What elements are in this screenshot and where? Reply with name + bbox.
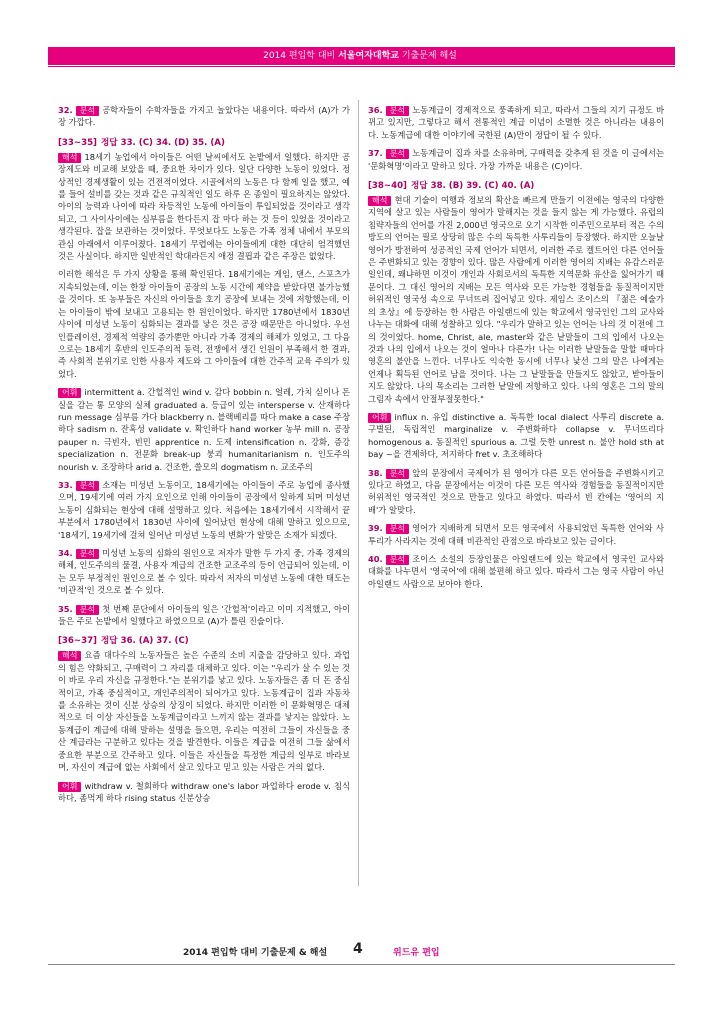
section-36-37-header: [36~37] 정답 36. (A) 37. (C)	[58, 636, 189, 647]
header-year: 2014	[263, 51, 287, 61]
vocab-tag: 어휘	[58, 388, 81, 398]
header-school: 서울여자대학교	[338, 51, 399, 61]
footer	[48, 941, 675, 961]
page-number: 4	[353, 941, 363, 957]
analysis-38-40: 해석 현대 기술이 여행과 정보의 확산을 빠르게 만들기 이전에는 영국의 다양한 지역에 살고 있는 사람들이 영어가 말해지는 것을 들지 않는 게 가능했다. 유럽의 침략자들의 언어를 가진 2,000년 영국으로 오기 시작한 이주민으로부터 적은 수의 방도의 언어는 필로 상당히 많은 수의 독특한 사투리들이 등장했다. 하지만 오늘날 영어가 방전하여 성공적인 국제 언어가 되면서, 이러한 주로 켈트어인 다른 언어들은 주변화되고 있는 경향이 있다. 많은 사람에게 이러한 영어의 지배는 유감스러운 일인데, 왜냐하면 이것이 개인과 사회로서의 독특한 지역문화 유산을 잃어가기 때문이다. 그 대신 영어의 지배는 모든 역사와 모든 가능한 경험들을 동질적이지만 허위적인 영국성 속으로 무너뜨려 집어넣고 있다. 제임스 조이스의 『젊은 예술가의 초상』에 등장하는 한 사람은 아일랜드에 있는 학교에서 영국인인 그의 교사와 나누는 대화에 대해 성찰하고 있다. "우리가 말하고 있는 언어는 나의 것 이전에 그의 것이었다. home, Christ, ale, master와 같은 낱말들이 그의 입에서 나오는 것과 나의 입에서 나오는 것이 얼마나 다른가! 나는 이러한 낱말들을 말할 때마다 영혼의 불안을 느낀다. 너무나도 익숙한 동시에 너무나 낯선 그의 말은 나에게는 언제나 획득된 언어로 남을 것이다. 나는 그 낱말들을 만들지도 않았고, 받아들이지도 않았다. 나의 목소리는 그러한 낱말에 저항하고 있다. 나의 영혼은 그의 말의 그림자 속에서 안절부절못한다."	[368, 195, 664, 404]
section-38-40-header: [38~40] 정답 38. (B) 39. (C) 40. (A)	[368, 181, 535, 192]
analysis-33-35-cont: 이러한 해석은 두 가지 상황을 통해 확인된다. 18세기에는 게임, 댄스, 스포츠가 지속되었는데, 이는 한창 아이들이 공장의 노동 시간에 제약을 받았다면 불가능했을 것이다. 또 농부들은 자신의 아이들을 호기 공장에 보내는 것에 저항했는데, 이는 아이들이 밖에 보내고 고용되는 한 원인이었다. 하지만 1780년에서 1830년 사이에 미성년 노동이 심화되는 결과를 낳은 것은 공장 때문만은 아니었다. 우선 인플레이션, 경제적 역량의 증가뿐만 아니라 가족 경제의 해체가 있었고, 그 다음으로는 18세기 후반의 인도주의적 동력, 전쟁에서 생긴 인원이 부족해서 한 결과, 즉 사회적 분위기로 인한 사용자 제도와 그 아이들에 대한 간주적 교육 주의가 있었다.	[58, 269, 350, 379]
explain-tag: 분석	[76, 106, 99, 116]
q36-block: 36. 분석 노동계급이 경제적으로 풍족하게 되고, 따라서 그들의 지기 규정도 바뀌고 있지만, 그렇다고 해서 전통적인 계급 이념이 소멸한 것은 아니라는 내용이다. 노동계급에 대한 이야기에 국한된 (A)만이 정답이 될 수 있다.	[368, 105, 664, 140]
q33-block: 33. 분석 소재는 미성년 노동이고, 18세기에는 아이들이 주로 농업에 종사했으며, 19세기에 여러 가지 요인으로 인해 아이들이 공장에서 일하게 되며 미성년 노동이 심화되는 현상에 대해 설명하고 있다. 처음에는 18세기에서 시작해서 끝부분에서 1780년에서 1830년 사이에 일어났던 현상에 대해 말하고 있으므로, '18세기, 19세기에 걸쳐 일어난 미성년 노동의 변화'가 알맞은 소재가 되겠다.	[58, 479, 350, 540]
q32-block: 32. 분석 공학자들이 수학자들을 가지고 놀았다는 내용이다. 따라서 (A)가 가장 가깝다.	[58, 105, 350, 128]
q40-block: 40. 분석 조이스 소설의 등장인물은 아일랜드에 있는 학교에서 영국인 교사와 대화를 나누면서 '영국어'에 대해 불편해 하고 있다. 따라서 그는 영국 사람이 아닌 아일랜드 사람으로 보아야 한다.	[368, 554, 664, 589]
header-title	[0, 52, 720, 61]
column-divider	[358, 100, 359, 886]
vocab-36-37: 어휘 withdraw v. 철회하다 withdraw one's labor 파업하다 erode v. 침식하다, 좀먹게 하다 rising status 신분상승	[58, 780, 350, 803]
footer-rule	[48, 964, 675, 965]
footer-book-title: 2014 편입학 대비 기출문제 & 해설	[183, 948, 328, 958]
q34-block: 34. 분석 미성년 노동의 심화의 원인으로 저자가 말한 두 가지 중, 가족 경제의 해체, 인도주의의 물결, 사용자 계급의 건조한 교조주의 등이 언급되어 있는데, 이는 모두 부정적인 원인으로 볼 수 있다. 따라서 저자의 미성년 노동에 대한 태도는 '비관적'인 것으로 볼 수 있다.	[58, 548, 350, 596]
footer-brand: 위드유 편입	[393, 948, 440, 958]
header-suffix: 기출문제 해설	[401, 51, 457, 61]
analysis-36-37: 해석 요즘 대다수의 노동자들은 높은 수준의 소비 지출을 감당하고 있다. 과업의 힘은 약화되고, 구매력이 그 자리를 대체하고 있다. 이는 "우리가 살 수 있는 것이 바로 우리 자신을 규정한다."는 분위기를 낳고 있다. 노동자들은 좀 더 돈 중심적이고, 가족 중심적이고, 개인주의적이 되어가고 있다. 노동계급이 집과 자동차를 소유하는 것이 신분 상승의 상징이 되었다. 하지만 이러한 이 문화혁명은 대체적으로 더 이상 자신들을 노동계급이라고 느끼지 않는 결과를 낳지는 않았다. 노동계급이 계급에 대해 말하는 설명을 들으면, 우리는 여전히 그들이 자신들을 중산 계급라는 구분하고 있다는 것을 발견한다. 이들은 계급을 여전히 그들 삶에서 중요한 부분으로 간주하고 있다. 이들은 자신들을 특정한 계급의 일부로 바라보며, 자신이 계급에 없는 사회에서 살고 있다고 믿고 있는 사람은 거의 없다.	[58, 650, 350, 773]
header-prefix: 편입학 대비	[288, 51, 336, 61]
q38-block: 38. 분석 앞의 문장에서 국제어가 된 영어가 다른 모든 언어들을 주변화시키고 있다고 하였고, 다음 문장에서는 이것이 다른 모든 역사와 경험들을 동질적이지만 허위적인 영국적인 것으로 만들고 있다고 하였다. 따라서 빈 칸에는 '영어의 지배'가 알맞다.	[368, 467, 664, 515]
header-rule	[48, 66, 675, 67]
vocab-33-35: 어휘 intermittent a. 간헐적인 wind v. 감다 bobbin n. 얼레, 가치 싣이나 돈 실을 감는 통 모양의 실체 graduated a. 등급이 있는 intersperse v. 산재하다 run message 심부름 가다 blackberry n. 블랙베리를 따다 make a case 주장하다 sadism n. 잔혹성 validate v. 확인하다 hand worker 농부 mill n. 공장 pauper n. 극빈자, 빈민 apprentice n. 도제 intensification n. 강화, 증강 specialization n. 전문화 break-up 붕괴 humanitarianism n. 인도주의 nourish v. 조장하다 arid a. 건조한, 쓸모의 dogmatism n. 교조주의	[58, 387, 350, 472]
section-33-35-header: [33~35] 정답 33. (C) 34. (D) 35. (A)	[58, 137, 225, 148]
right-column	[368, 104, 664, 596]
q35-block: 35. 분석 첫 번째 문단에서 아이들의 일은 '간헐적'이라고 이미 지적했고, 아이들은 주로 논밭에서 일했다고 하였으므로 (A)가 틀린 진술이다.	[58, 603, 350, 627]
left-column	[58, 104, 350, 810]
analysis-tag: 해석	[58, 153, 81, 163]
vocab-38-40: 어휘 influx n. 유입 distinctive a. 독특한 local dialect 사투리 discrete a. 구별된, 독립적인 marginalize v. 주변화하다 collapse v. 무너뜨리다 homogenous a. 동질적인 spurious a. 그럴 듯한 unrest n. 불안 hold sth at bay ~을 견제하다, 저지하다 fret v. 초조해하다	[368, 411, 664, 460]
q39-block: 39. 분석 영어가 지배하게 되면서 모든 영국에서 사용되었던 독특한 언어와 사투리가 사라지는 것에 대해 비관적인 관점으로 바라보고 있는 글이다.	[368, 523, 664, 546]
q37-block: 37. 분석 노동계급이 집과 차를 소유하며, 구매력을 갖추게 된 것을 이 글에서는 '문화혁명'이라고 말하고 있다. 가장 가까운 내용은 (C)이다.	[368, 148, 664, 171]
analysis-33-35: 해석 18세기 농업에서 아이들은 어떤 날씨에서도 논밭에서 일했다. 하지만 공장제도와 비교해 보았을 때, 중요한 차이가 있다. 일단 다양한 노동이 있었다. 정상적인 경제생활이 있는 건전적이었다. 시골에서의 노동은 다 함께 일을 했고, 예를 들어 설비를 갖는 것과 같은 규칙적인 일도 하루 온 종일이 필요하지는 않았다. 아이의 능력과 나이에 따라 차등적인 노동에 아이들이 투입되었을 것이라고 생각되고, 그 사이사이에는 심부름을 한다든지 잡 마다 하는 것 등이 있었을 것이라고 생각된다. 잡을 보관하는 것이었다. 무엇보다도 노동은 가족 정체 내에서 부모의 관심 아래에서 이루어졌다. 18세기 무렵에는 아이들에게 대한 대단히 엄격했던 것은 사실이다. 하지만 일반적인 학대라든지 애정 결핍과 같은 주장은 없었다.	[58, 151, 350, 262]
